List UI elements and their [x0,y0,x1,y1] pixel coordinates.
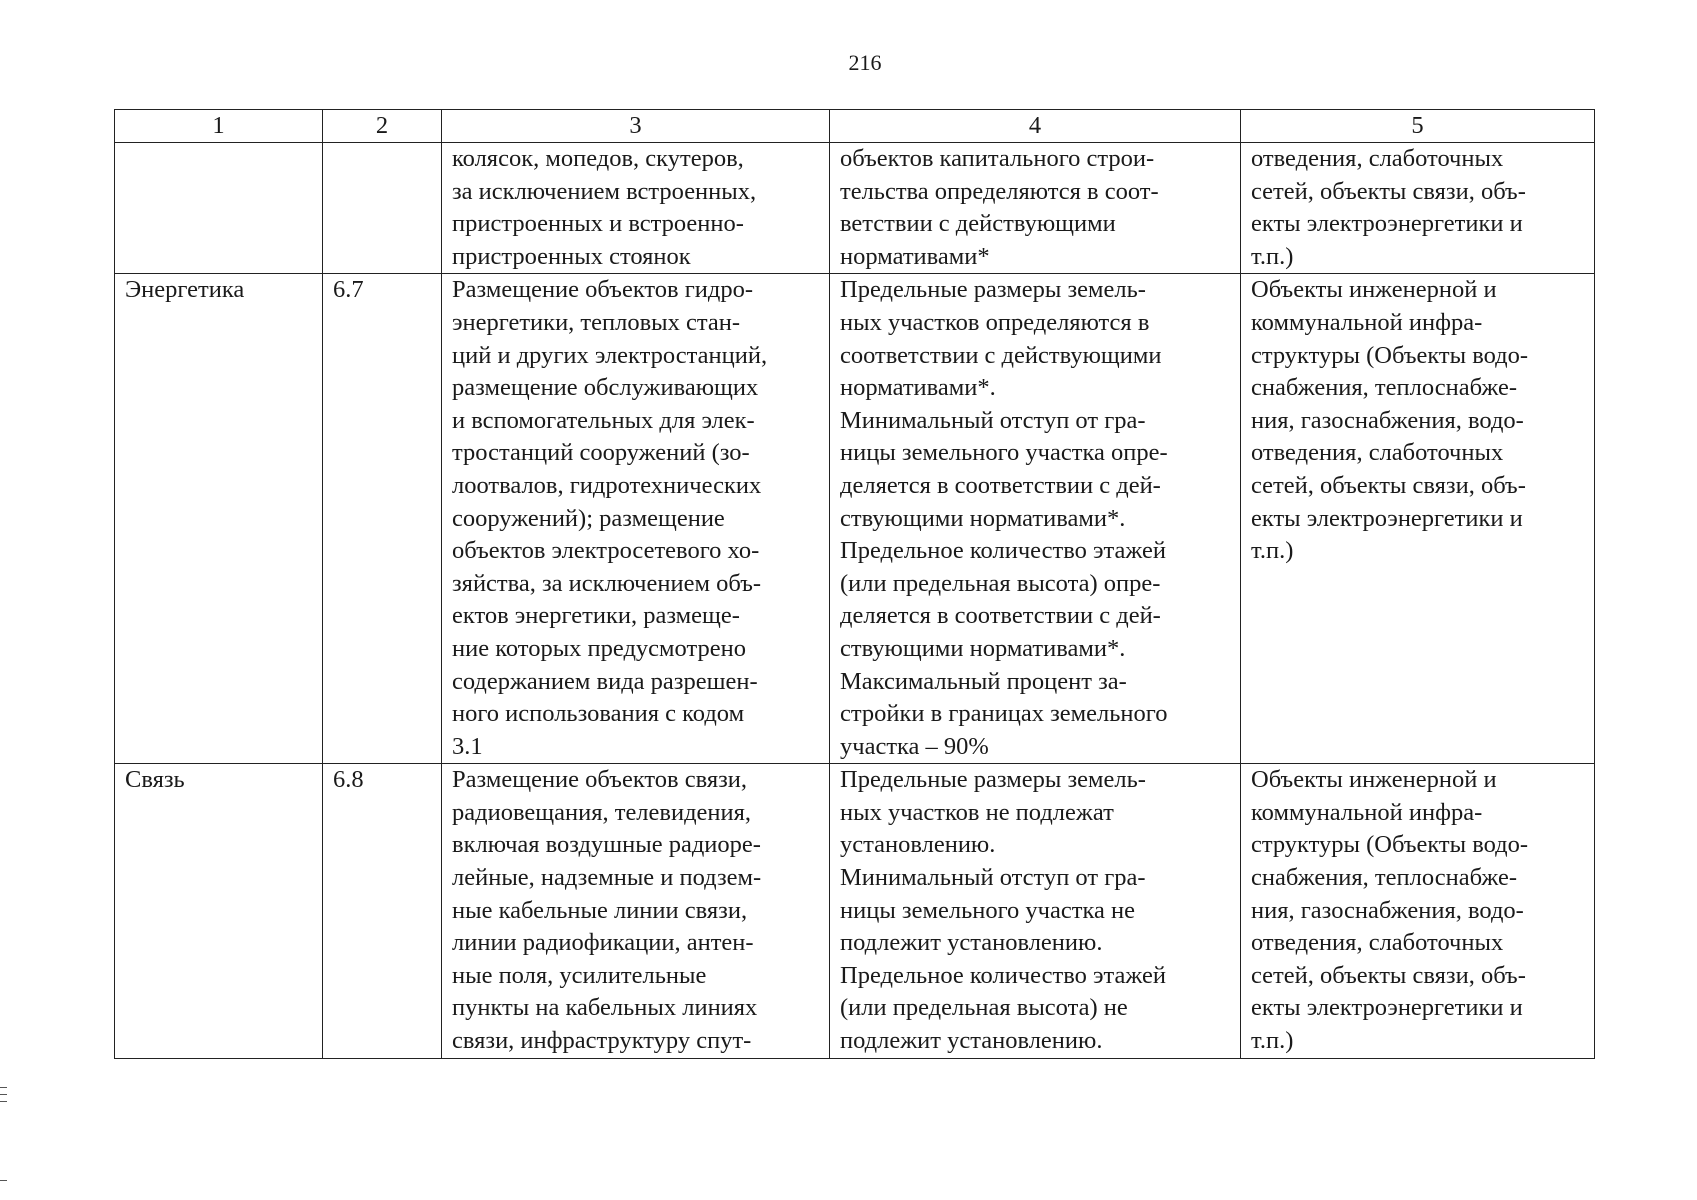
cell-text-line: радиовещания, телевидения, [452,798,752,826]
cell-text-line: подлежит установлению. [840,929,1103,957]
cell-text-line: Предельное количество этажей [840,961,1166,989]
cell-text-line: пункты на кабельных линиях [452,994,758,1022]
cell-text-line: за исключением встроенных, [452,177,757,205]
cell-text-line: Минимальный отступ от гра- [840,864,1146,892]
cell-text-line: Предельные размеры земель- [840,276,1146,304]
cell-text-line: снабжения, теплоснабже- [1251,864,1518,892]
cell-text-line: Максимальный процент за- [840,667,1127,695]
cell-text-line: пристроенных и встроенно- [452,210,744,238]
cell-text-line: Минимальный отступ от гра- [840,406,1146,434]
cell-code: 6.8 [323,764,442,1058]
cell-code [323,143,442,274]
cell-text-line: структуры (Объекты водо- [1251,341,1529,369]
margin-mark [0,1101,7,1102]
cell-text-line: т.п.) [1251,242,1294,270]
cell-code: 6.7 [323,274,442,764]
cell-text-line: нормативами* [840,242,990,270]
cell-text-line: ветствии с действующими [840,210,1116,238]
cell-text-line: установлению. [840,831,996,859]
cell-text-line: ных участков определяются в [840,308,1150,336]
cell-text-line: 3.1 [452,732,483,760]
cell-text-line: содержанием вида разрешен- [452,667,758,695]
table-row [115,143,1595,274]
margin-mark [0,1087,7,1088]
cell-text-line: сетей, объекты связи, объ- [1251,961,1526,989]
column-header-5: 5 [1241,110,1595,143]
column-header-1: 1 [115,110,323,143]
cell-text-line: Объекты инженерной и [1251,766,1497,794]
cell-text-line: Размещение объектов гидро- [452,276,754,304]
cell-text-line: ствующими нормативами*. [840,634,1126,662]
cell-parameters [830,143,1241,274]
cell-text-line: связи, инфраструктуру спут- [452,1027,752,1055]
cell-text-line: подлежит установлению. [840,1027,1103,1055]
cell-text-line: сооружений); размещение [452,504,725,532]
cell-text-line: ных участков не подлежат [840,798,1114,826]
cell-text-line: соответствии с действующими [840,341,1162,369]
cell-text-line: коммунальной инфра- [1251,308,1483,336]
cell-auxiliary [1241,764,1595,1058]
cell-text-line: ектов энергетики, размеще- [452,602,740,630]
cell-text-line: структуры (Объекты водо- [1251,831,1529,859]
cell-text-line: сетей, объекты связи, объ- [1251,471,1526,499]
margin-mark [0,1180,7,1181]
cell-text-line: отведения, слаботочных [1251,145,1504,172]
cell-text-line: отведения, слаботочных [1251,439,1504,467]
cell-text-line: т.п.) [1251,537,1294,565]
cell-text-line: т.п.) [1251,1027,1294,1055]
cell-text-line: (или предельная высота) опре- [840,569,1161,597]
cell-auxiliary [1241,143,1595,274]
cell-text-line: ния, газоснабжения, водо- [1251,896,1524,924]
table-row [115,764,1595,1058]
cell-name: Энергетика [115,274,323,764]
cell-text-line: ницы земельного участка не [840,896,1135,924]
cell-parameters [830,274,1241,764]
column-header-4: 4 [830,110,1241,143]
column-header-3: 3 [442,110,830,143]
cell-text-line: колясок, мопедов, скутеров, [452,145,744,172]
cell-text-line: ций и других электростанций, [452,341,768,369]
cell-text-line: екты электроэнергетики и [1251,210,1523,238]
cell-text-line: Размещение объектов связи, [452,766,748,794]
cell-text-line: объектов электросетевого хо- [452,537,760,565]
cell-text-line: тельства определяются в соот- [840,177,1159,205]
cell-text-line: пристроенных стоянок [452,242,691,270]
cell-text-line: ния, газоснабжения, водо- [1251,406,1524,434]
cell-text-line: отведения, слаботочных [1251,929,1504,957]
land-use-table [114,109,1595,1059]
cell-text-line: екты электроэнергетики и [1251,504,1523,532]
cell-text-line: Предельное количество этажей [840,537,1166,565]
cell-text-line: участка – 90% [840,732,989,760]
header-row [115,110,1595,143]
cell-parameters [830,764,1241,1058]
cell-text-line: снабжения, теплоснабже- [1251,374,1518,402]
cell-text-line: ного использования с кодом [452,700,745,728]
cell-text-line: екты электроэнергетики и [1251,994,1523,1022]
cell-text-line: и вспомогательных для элек- [452,406,755,434]
margin-mark [0,1094,7,1095]
cell-text-line: нормативами*. [840,374,996,402]
cell-text-line: сетей, объекты связи, объ- [1251,177,1526,205]
cell-text-line: коммунальной инфра- [1251,798,1483,826]
cell-description [442,764,830,1058]
cell-text-line: ние которых предусмотрено [452,634,746,662]
cell-text-line: включая воздушные радиоре- [452,831,761,859]
cell-text-line: тростанций сооружений (зо- [452,439,750,467]
cell-text-line: лейные, надземные и подзем- [452,864,762,892]
cell-text-line: объектов капитального строи- [840,145,1155,172]
cell-auxiliary [1241,274,1595,764]
cell-name [115,143,323,274]
cell-text-line: стройки в границах земельного [840,700,1168,728]
cell-text-line: зяйства, за исключением объ- [452,569,762,597]
cell-text-line: ные поля, усилительные [452,961,707,989]
cell-text-line: ствующими нормативами*. [840,504,1126,532]
cell-text-line: ные кабельные линии связи, [452,896,748,924]
cell-text-line: деляется в соответствии с дей- [840,602,1161,630]
table-row [115,274,1595,764]
cell-text-line: Объекты инженерной и [1251,276,1497,304]
cell-text-line: размещение обслуживающих [452,374,759,402]
cell-text-line: энергетики, тепловых стан- [452,308,741,336]
cell-name: Связь [115,764,323,1058]
cell-text-line: лоотвалов, гидротехнических [452,471,762,499]
cell-description [442,143,830,274]
cell-text-line: линии радиофикации, антен- [452,929,754,957]
cell-text-line: Предельные размеры земель- [840,766,1146,794]
cell-text-line: (или предельная высота) не [840,994,1128,1022]
page-number: 216 [848,50,882,75]
column-header-2: 2 [323,110,442,143]
cell-description [442,274,830,764]
cell-text-line: ницы земельного участка опре- [840,439,1168,467]
cell-text-line: деляется в соответствии с дей- [840,471,1161,499]
